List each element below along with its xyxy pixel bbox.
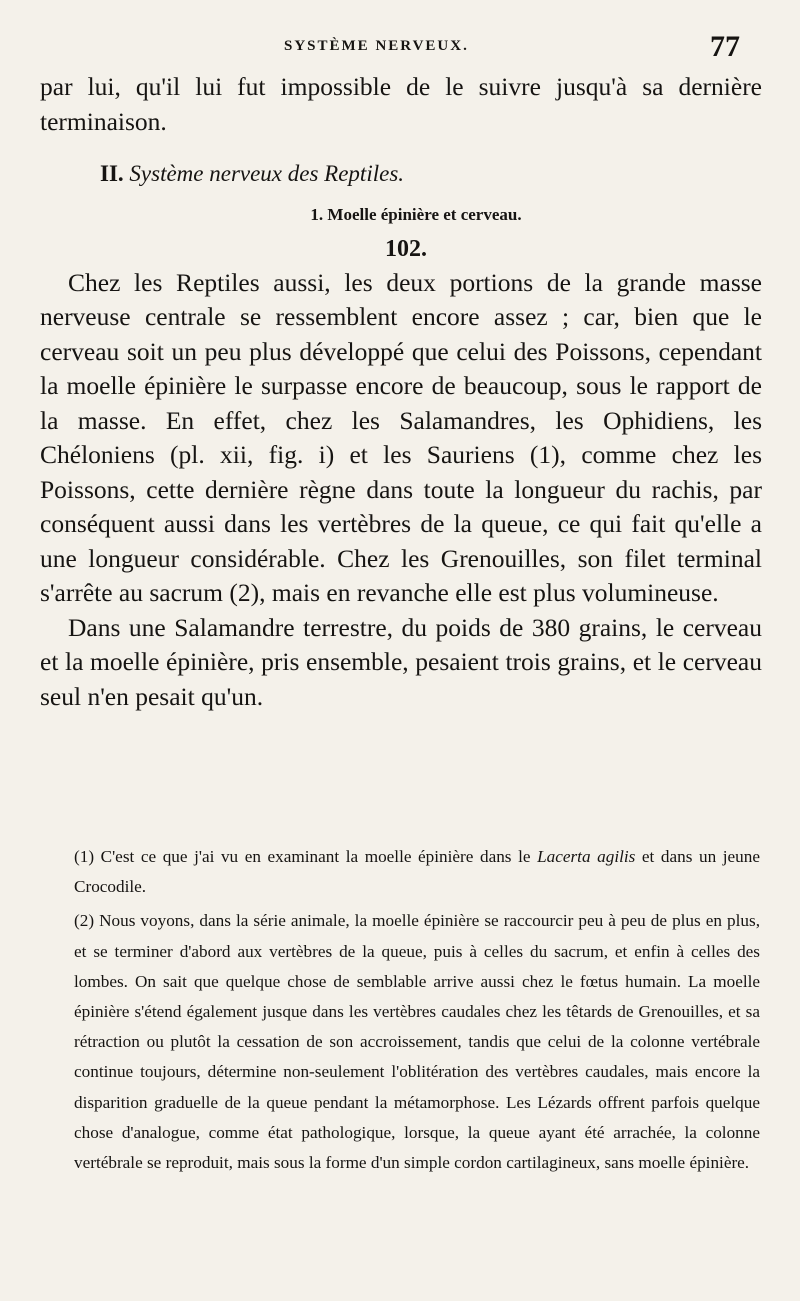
page-header [0, 30, 800, 70]
running-title: SYSTÈME NERVEUX. [284, 38, 469, 54]
main-text [40, 70, 762, 714]
paragraph-salamandre: Dans une Salamandre terrestre, du poids de 380 grains, le cerveau et la moelle épinière, pris ensemble, pesaient trois grains, et le cerveau seul n'en pesait qu'un. [40, 612, 762, 711]
footnote-1-species: Lacerta agilis [537, 847, 636, 866]
subsection-heading: 1. Moelle épinière et cerveau. [310, 204, 522, 224]
section-title: Système nerveux des Reptiles. [129, 161, 405, 186]
paragraph-reptiles: Chez les Reptiles aussi, les deux portions de la grande masse nerveuse centrale se ressemblent encore assez ; car, bien que le cerveau soit un peu plus développé que celui des Poissons, cependant la moelle épinière le surpasse encore de beaucoup, sous le rapport de la masse. En effet, chez les Salamandres, les Ophidiens, les Chéloniens (pl. xii, fig. i) et les Sauriens (1), comme chez les Poissons, cette dernière règne dans toute la longueur du rachis, par conséquent aussi dans les vertèbres de la queue, ce qui fait qu'elle a une longueur considérable. Chez les Grenouilles, son filet terminal s'arrête au sacrum (2), mais en revanche elle est plus volumineuse. [40, 267, 762, 607]
page-number: 77 [710, 30, 740, 63]
section-number: II. [100, 161, 124, 186]
footnotes [74, 842, 760, 1178]
continuation-paragraph: par lui, qu'il lui fut impossible de le suivre jusqu'à sa dernière terminaison. [40, 72, 762, 136]
footnote-2: (2) Nous voyons, dans la série animale, la moelle épinière se raccourcir peu à peu de plus en plus, et se terminer d'abord aux vertèbres de la queue, puis à celles du sacrum, et enfin à celles des lombes. On sait que quelque chose de semblable arrive aussi chez le fœtus humain. La moelle épinière s'étend également jusque dans les vertèbres caudales chez les têtards de Grenouilles, et sa rétraction ou plutôt la cessation de son accroissement, tandis que celui de la colonne vertébrale continue toujours, détermine non-seulement l'oblitération des vertèbres caudales, mais encore la disparition graduelle de la queue pendant la métamorphose. Les Lézards offrent parfois quelque chose d'analogue, comme état pathologique, lorsque, la queue ayant été arrachée, la colonne vertébrale se reproduit, mais sous la forme d'un simple cordon cartilagineux, sans moelle épinière. [74, 911, 760, 1173]
footnote-1-tail: et dans un jeune Crocodile. [74, 847, 760, 897]
section-heading [40, 157, 762, 192]
paragraph-number: 102. [385, 235, 427, 262]
footnote-1-lead: (1) C'est ce que j'ai vu en examinant la moelle épinière dans le [74, 847, 538, 866]
footnote-1 [74, 842, 760, 902]
